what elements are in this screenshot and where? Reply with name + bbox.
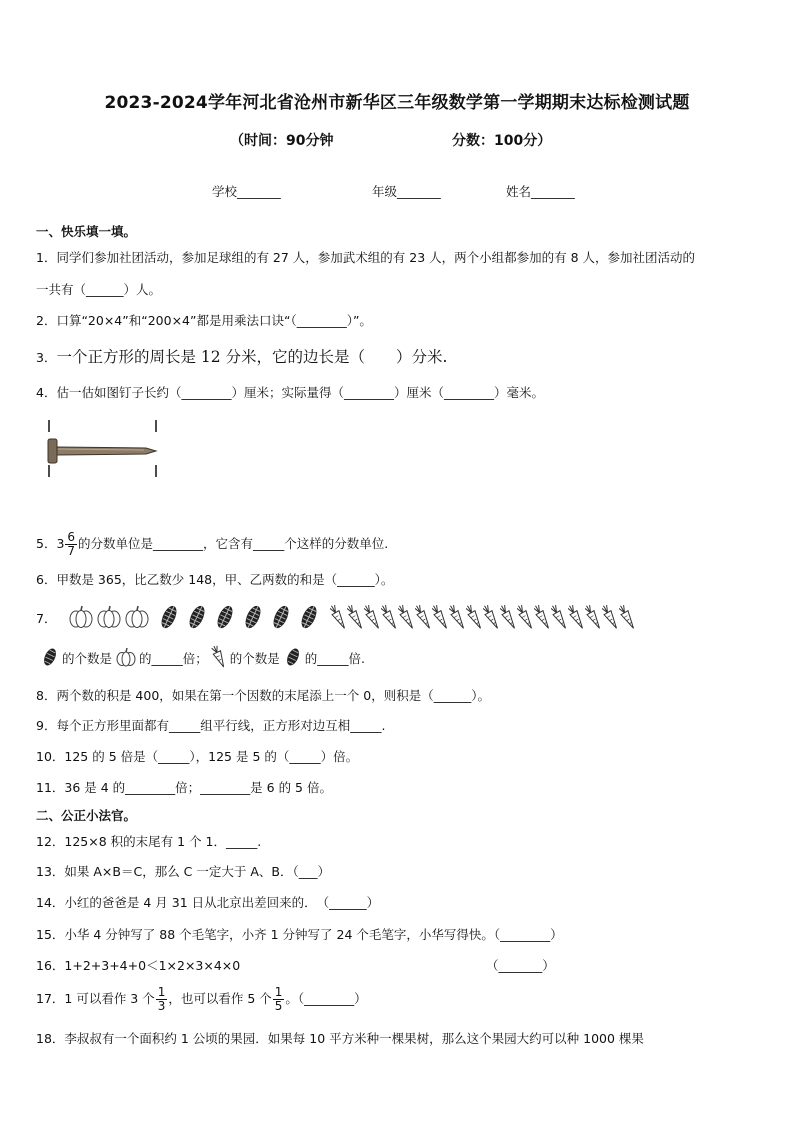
corn-icon	[156, 602, 182, 636]
question-9: 9．每个正方形里面都有_____组平行线，正方形对边互相_____.	[36, 718, 386, 733]
carrot-icon	[347, 603, 363, 635]
question-3	[36, 345, 447, 367]
question-5-fraction	[65, 531, 77, 558]
school-field[interactable]: 学校_______	[212, 184, 281, 199]
carrot-icon	[517, 603, 533, 635]
carrot-icon	[381, 603, 397, 635]
question-17-fraction-1-denominator: 3	[157, 999, 166, 1013]
carrot-icon	[619, 603, 635, 635]
question-7-part-2: 的_____倍；	[139, 651, 208, 666]
question-12: 12．125×8 积的末尾有 1 个 1．_____.	[36, 834, 262, 849]
carrot-icon	[432, 603, 448, 635]
question-17	[36, 986, 367, 1013]
question-8: 8．两个数的积是 400，如果在第一个因数的末尾添上一个 0，则积是（______）。	[36, 688, 490, 703]
grade-field[interactable]: 年级_______	[372, 184, 441, 199]
question-11: 11．36 是 4 的________倍；________是 6 的 5 倍。	[36, 780, 332, 795]
pumpkin-icon	[115, 647, 137, 672]
corn-icon	[296, 602, 322, 636]
carrot-icon	[398, 603, 414, 635]
carrot-icon	[415, 603, 431, 635]
question-3-text: 一个正方形的周长是 12 分米，它的边长是（ ）分米.	[56, 348, 448, 366]
question-3-number: 3．	[36, 350, 57, 365]
question-5-prefix: 5．3	[36, 536, 65, 551]
section-1-title: 一、快乐填一填。	[36, 224, 137, 239]
question-17-fraction-1-numerator: 1	[157, 985, 166, 999]
carrot-icon	[449, 603, 465, 635]
question-17-part-a: 17．1 可以看作 3 个	[36, 991, 155, 1006]
question-17-part-c: 。（________）	[285, 991, 367, 1006]
corn-icon	[268, 602, 294, 636]
question-5-fraction-denominator: 7	[67, 544, 76, 558]
question-13: 13．如果 A×B＝C，那么 C 一定大于 A、B．（___）	[36, 864, 330, 879]
question-6: 6．甲数是 365，比乙数少 148，甲、乙两数的和是（______）。	[36, 572, 394, 587]
corn-icon	[184, 602, 210, 636]
question-7-text-row	[40, 647, 365, 671]
question-17-fraction-2-denominator: 5	[274, 999, 283, 1013]
corn-icon	[240, 602, 266, 636]
carrot-icon	[364, 603, 380, 635]
question-7-number: 7．	[36, 611, 57, 626]
corn-icon	[283, 646, 303, 673]
question-4: 4．估一估如图钉子长约（________）厘米；实际量得（________）厘米（________）毫米。	[36, 385, 544, 400]
time-limit: （时间：90分钟	[230, 133, 334, 149]
pumpkin-icon	[96, 605, 122, 633]
question-7-picture-row	[36, 604, 636, 634]
question-1-line-1: 1．同学们参加社团活动，参加足球组的有 27 人，参加武术组的有 23 人，两个小组都参加的有 8 人，参加社团活动的	[36, 250, 696, 265]
carrot-icon	[330, 603, 346, 635]
pumpkin-group	[68, 605, 152, 633]
carrot-icon	[466, 603, 482, 635]
question-15: 15．小华 4 分钟写了 88 个毛笔字，小齐 1 分钟写了 24 个毛笔字，小华写得快。（________）	[36, 927, 563, 942]
carrot-icon	[210, 645, 228, 674]
question-7-part-4: 的_____倍.	[304, 651, 366, 666]
question-2: 2．口算“20×4”和“200×4”都是用乘法口诀“（________）”。	[36, 313, 372, 328]
corn-icon	[212, 602, 238, 636]
question-5	[36, 531, 388, 558]
carrot-icon	[602, 603, 618, 635]
pumpkin-icon	[124, 605, 150, 633]
question-16-answer: （_______）	[486, 958, 555, 973]
question-18: 18．李叔叔有一个面积约 1 公顷的果园．如果每 10 平方米种一棵果树，那么这个果园大约可以种 1000 棵果	[36, 1031, 644, 1046]
carrot-icon	[500, 603, 516, 635]
carrot-icon	[534, 603, 550, 635]
question-17-fraction-2	[273, 986, 285, 1013]
carrot-group	[330, 603, 636, 635]
nail-shaft	[57, 447, 156, 455]
nail-head	[48, 439, 57, 463]
nail-figure	[42, 415, 164, 481]
carrot-icon	[568, 603, 584, 635]
carrot-icon	[585, 603, 601, 635]
section-2-title: 二、公正小法官。	[36, 808, 137, 823]
question-14: 14．小红的爸爸是 4 月 31 日从北京出差回来的． （______）	[36, 895, 380, 910]
question-1-line-2: 一共有（______）人。	[36, 282, 162, 297]
total-score: 分数：100分）	[452, 133, 552, 149]
question-7-part-3: 的个数是	[229, 651, 280, 666]
question-17-fraction-1	[156, 986, 168, 1013]
pumpkin-icon	[68, 605, 94, 633]
question-16: 16．1+2+3+4+0＜1×2×3×4×0	[36, 958, 241, 973]
question-17-part-b: ，也可以看作 5 个	[168, 991, 272, 1006]
question-17-fraction-2-numerator: 1	[274, 985, 283, 999]
question-10: 10．125 的 5 倍是（_____），125 是 5 的（_____）倍。	[36, 749, 359, 764]
question-5-suffix: 的分数单位是________，它含有_____个这样的分数单位.	[78, 536, 389, 551]
question-7-part-1: 的个数是	[62, 651, 113, 666]
carrot-icon	[551, 603, 567, 635]
carrot-icon	[483, 603, 499, 635]
question-5-fraction-numerator: 6	[67, 530, 76, 544]
corn-group	[156, 602, 324, 636]
page-title: 2023-2024学年河北省沧州市新华区三年级数学第一学期期末达标检测试题	[104, 93, 690, 113]
name-field[interactable]: 姓名_______	[506, 184, 575, 199]
corn-icon	[40, 646, 60, 673]
